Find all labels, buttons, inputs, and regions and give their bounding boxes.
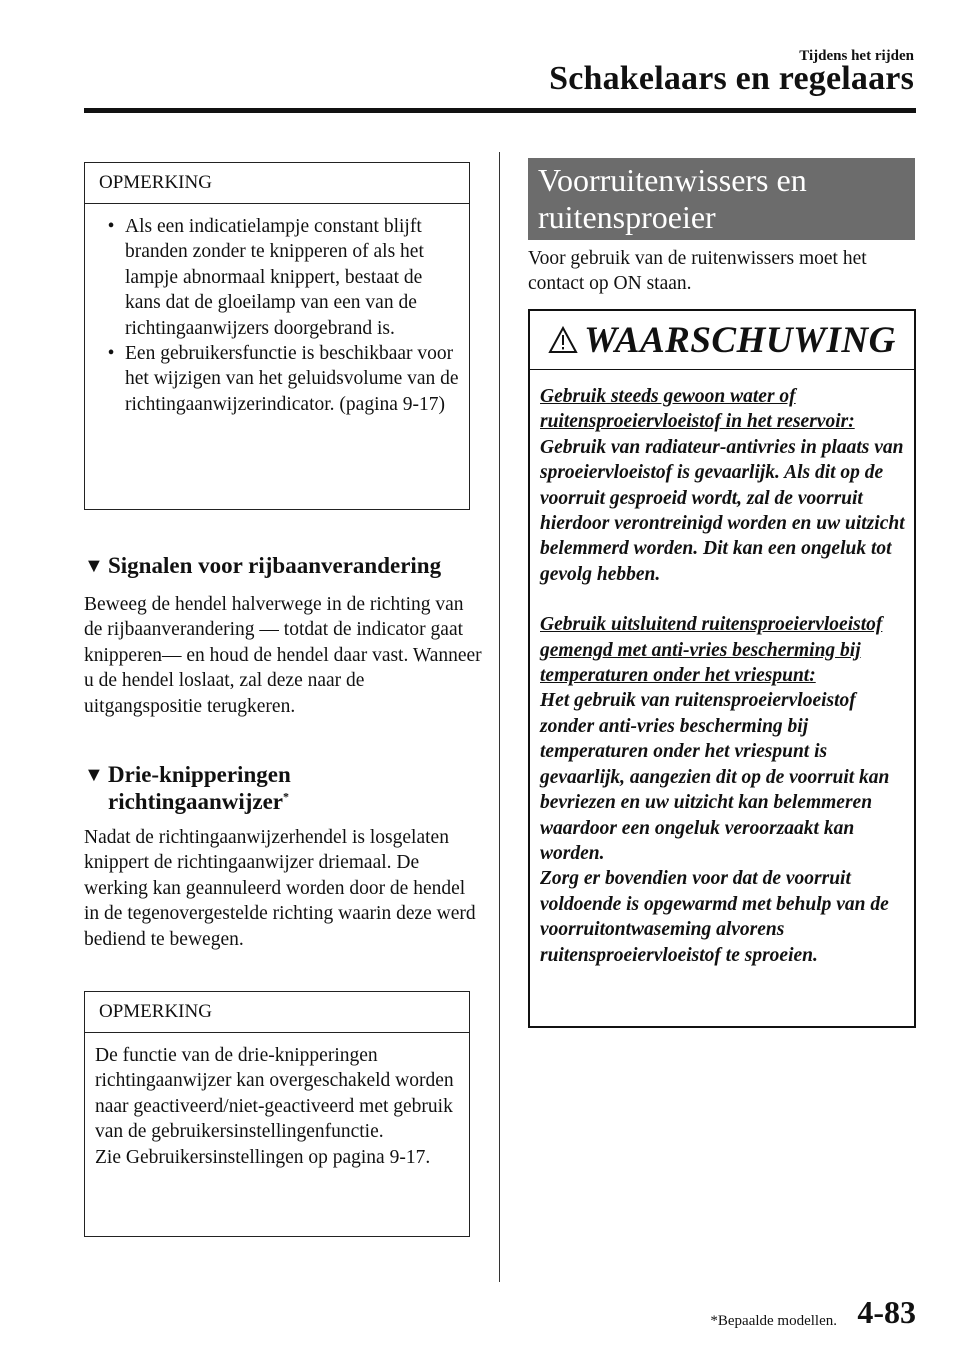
lane-change-title: Signalen voor rijbaanverandering <box>108 553 442 578</box>
triple-flash-title-line1: Drie-knipperingen <box>108 762 291 787</box>
note-heading: OPMERKING <box>85 163 469 204</box>
page-number: 4-83 <box>857 1294 916 1330</box>
note-bullet <box>97 341 459 417</box>
lane-change-heading <box>84 552 441 580</box>
warning-box <box>528 309 916 1028</box>
triple-flash-heading <box>84 761 291 815</box>
wipers-intro: Voor gebruik van de ruitenwissers moet het contact op ON staan. <box>528 248 867 295</box>
warning-triangle-icon <box>548 326 578 354</box>
warning-block1-title: Gebruik steeds gewoon water of ruitensproeiervloeistof in het reservoir: <box>540 386 855 433</box>
triple-flash-title <box>108 761 291 815</box>
warning-block2-title: Gebruik uitsluitend ruitensproeiervloeistof gemengd met anti-vries bescherming bij temperaturen onder het vriespunt: <box>540 614 883 687</box>
triangle-marker-icon: ▼ <box>84 764 104 786</box>
wipers-section-banner: Voorruitenwissers en ruitensproeier <box>528 158 915 240</box>
note-box-indicator <box>84 162 470 510</box>
bullet-dot: • <box>107 216 115 237</box>
footnote: *Bepaalde modellen. <box>710 1313 837 1329</box>
warning-title: WAARSCHUWING <box>584 319 896 361</box>
note-box-triple-flash <box>84 991 470 1237</box>
section-subtitle: Tijdens het rijden <box>799 48 914 64</box>
note-bullet <box>97 214 459 341</box>
triangle-marker-icon: ▼ <box>84 555 104 577</box>
header-divider <box>84 108 916 113</box>
warning-block2-text: Het gebruik van ruitensproeiervloeistof zonder anti-vries bescherming bij temperaturen onder het vriespunt is gevaarlijk, aangezien dit op de voorruit kan bevriezen en uw uitzicht kan belemmeren waardoor een ongeluk veroorzaakt kan worden. Zorg er bovendien voor dat de voorruit voldoende is opgewarmd met behulp van de voorruitontwaseming alvorens ruitensproeiervloeistof te sproeien. <box>540 690 890 966</box>
note-body <box>85 204 469 429</box>
column-divider <box>499 152 500 1282</box>
triple-flash-title-line2: richtingaanwijzer <box>108 789 284 814</box>
note-body: De functie van de drie-knipperingen richtingaanwijzer kan overgeschakeld worden naar geactiveerd/niet-geactiveerd met gebruik van de gebruikersinstellingenfunctie. Zie Gebruikersinstellingen op pagina 9-17. <box>95 1045 454 1168</box>
bullet-dot: • <box>107 343 115 365</box>
note-heading: OPMERKING <box>85 992 469 1033</box>
note-bullet-text: Een gebruikersfunctie is beschikbaar voor het wijzigen van het geluidsvolume van de richtingaanwijzerindicator. (pagina 9-17) <box>125 343 459 415</box>
note-bullet-text: Als een indicatielampje constant blijft branden zonder te knipperen of als het lampje abnormaal knippert, bestaat de kans dat de gloeilamp van een van de richtingaanwijzers doorgebrand is. <box>125 216 424 339</box>
warning-body <box>530 370 914 968</box>
model-footnote-mark: * <box>283 789 290 804</box>
lane-change-text: Beweeg de hendel halverwege in de richting van de rijbaanverandering — totdat de indicator gaat knipperen— en houd de hendel daar vast. Wanneer u de hendel loslaat, zal deze naar de uitgangspositie terugkeren. <box>84 594 482 717</box>
page-title: Schakelaars en regelaars <box>549 60 914 97</box>
warning-block1-text: Gebruik van radiateur-antivries in plaats van sproeiervloeistof is gevaarlijk. Als dit op de voorruit gesproeid wordt, zal de voorruit hierdoor verontreinigd worden en uw uitzicht belemmerd worden. Dit kan een ongeluk tot gevolg hebben. <box>540 436 905 585</box>
triple-flash-text: Nadat de richtingaanwijzerhendel is losgelaten knippert de richtingaanwijzer driemaal. De werking kan geannuleerd worden door de hendel in de tegenovergestelde richting waarin deze werd bediend te bewegen. <box>84 827 476 950</box>
warning-heading <box>530 311 914 370</box>
